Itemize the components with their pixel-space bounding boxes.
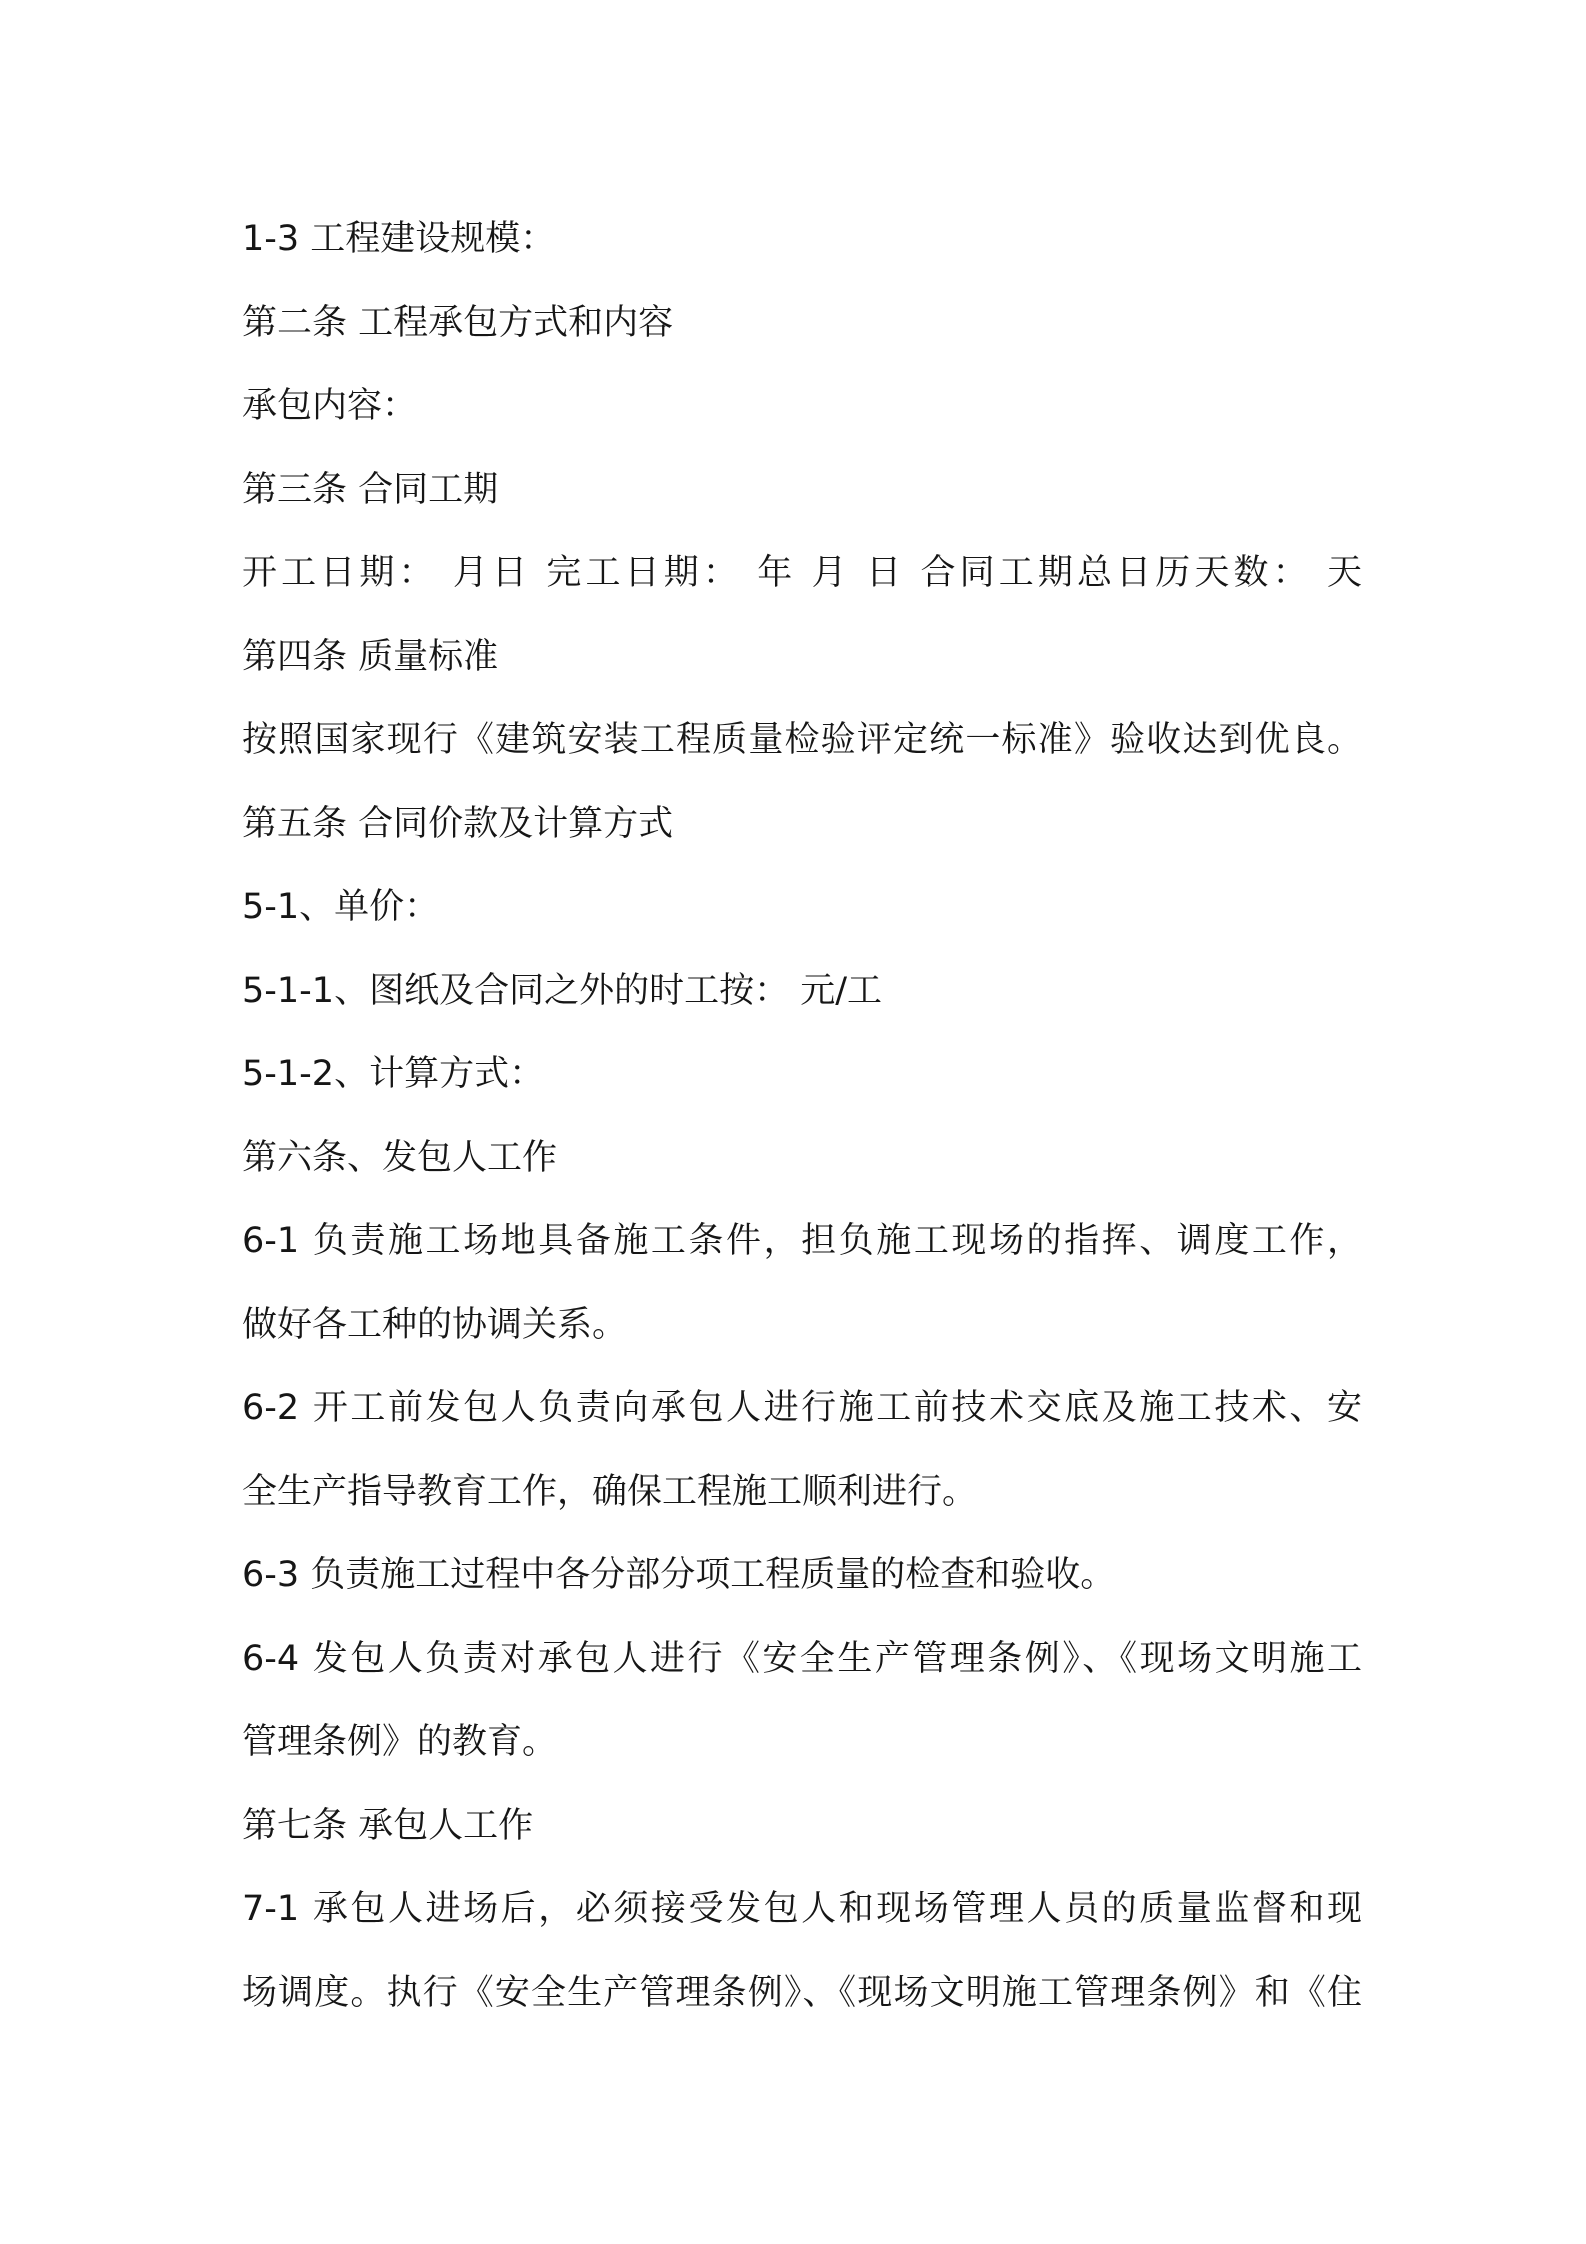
- clause-5-1-2-line: 5-1-2、计算方式：: [242, 1054, 545, 1094]
- article-2-heading: 第二条 工程承包方式和内容: [242, 302, 674, 343]
- quality-standard-line: 按照国家现行《建筑安装工程质量检验评定统一标准》验收达到优良。: [242, 720, 1362, 760]
- contract-scope-line: 承包内容：: [242, 386, 418, 426]
- article-5-heading: 第五条 合同价款及计算方式: [242, 803, 674, 844]
- clause-6-1-line-2: 做好各工种的协调关系。: [242, 1304, 628, 1345]
- clause-6-2-line-2: 全生产指导教育工作，确保工程施工顺利进行。: [242, 1471, 978, 1512]
- clause-6-2-line-1: 6-2 开工前发包人负责向承包人进行施工前技术交底及施工技术、安: [242, 1388, 1362, 1428]
- clause-7-1-line-1: 7-1 承包人进场后，必须接受发包人和现场管理人员的质量监督和现: [242, 1889, 1362, 1929]
- clause-6-4-line-2: 管理条例》的教育。: [242, 1722, 558, 1762]
- clause-5-1-1-line: 5-1-1、图纸及合同之外的时工按： 元/工: [242, 970, 882, 1011]
- article-7-heading: 第七条 承包人工作: [242, 1805, 534, 1846]
- schedule-dates-line: 开工日期： 月日 完工日期： 年 月 日 合同工期总日历天数： 天: [242, 553, 1362, 593]
- article-3-heading: 第三条 合同工期: [242, 469, 499, 510]
- clause-7-1-line-2: 场调度。执行《安全生产管理条例》、《现场文明施工管理条例》和《住: [242, 1972, 1362, 2013]
- clause-6-3-line: 6-3 负责施工过程中各分部分项工程质量的检查和验收。: [242, 1555, 1116, 1595]
- clause-5-1-line: 5-1、单价：: [242, 887, 440, 927]
- clause-6-1-line-1: 6-1 负责施工场地具备施工条件，担负施工现场的指挥、调度工作，: [242, 1221, 1362, 1261]
- clause-1-3-line: 1-3 工程建设规模：: [242, 219, 556, 259]
- clause-6-4-line-1: 6-4 发包人负责对承包人进行《安全生产管理条例》、《现场文明施工: [242, 1638, 1362, 1679]
- article-4-heading: 第四条 质量标准: [242, 636, 499, 677]
- article-6-heading: 第六条、发包人工作: [242, 1137, 558, 1178]
- contract-body: [242, 198, 1362, 2035]
